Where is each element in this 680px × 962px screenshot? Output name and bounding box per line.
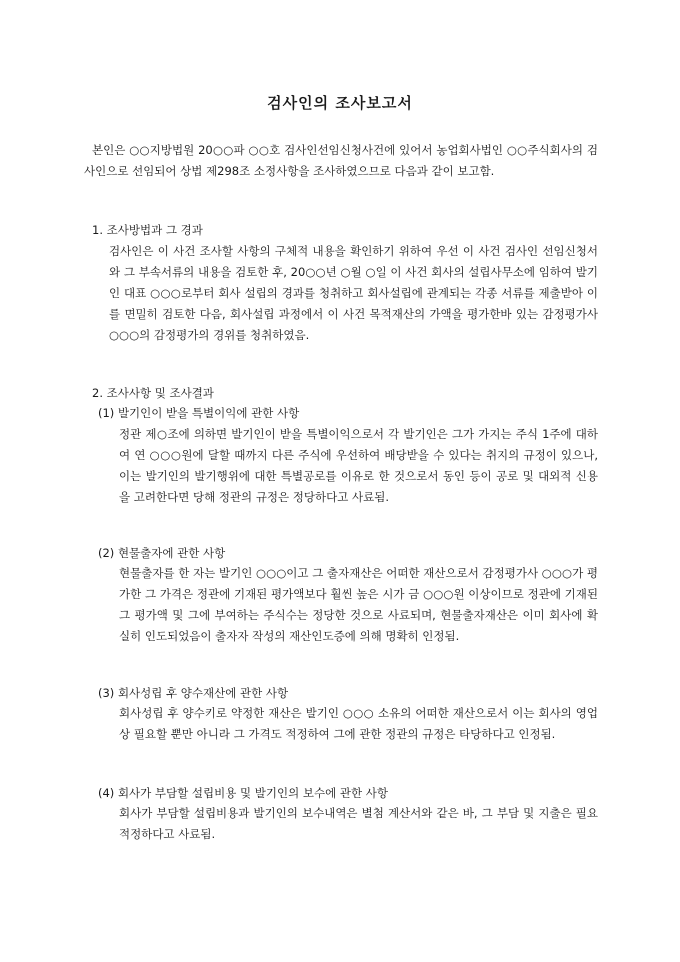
subsection-4-body: 회사가 부담할 설립비용과 발기인의 보수내역은 별첨 계산서와 같은 바, 그 부담 및 지출은 필요 적정하다고 사료됨. [119, 806, 598, 841]
section-2-heading: 2. 조사사항 및 조사결과 [92, 386, 214, 400]
subsection-1-body: 정관 제○조에 의하면 발기인이 받을 특별이익으로서 각 발기인은 그가 가지는 주식 1주에 대하여 연 ○○○원에 달할 때까지 다른 주식에 우선하여 배당받을 수 있다는 취지의 규정이 있으나, 이는 발기인의 발기행위에 대한 특별공로를 이유로 한 것으로서 동인 등이 공로 및 대외적 신용을 고려한다면 당해 정관의 규정은 정당하다고 사료됨. [119, 427, 598, 504]
section-1-body: 검사인은 이 사건 조사할 사항의 구체적 내용을 확인하기 위하여 우선 이 사건 검사인 선임신청서와 그 부속서류의 내용을 검토한 후, 20○○년 ○월 ○일 이 사건 회사의 설립사무소에 임하여 발기인 대표 ○○○로부터 회사 설립의 경과를 청취하고 회사설립에 관계되는 각종 서류를 제출받아 이를 면밀히 검토한 다음, 회사설립 과정에서 이 사건 목적재산의 가액을 평가한바 있는 감정평가사 ○○○의 감정평가의 경위를 청취하였음. [109, 244, 598, 342]
subsection-3-heading: (3) 회사성립 후 양수재산에 관한 사항 [98, 686, 289, 700]
subsection-4-heading: (4) 회사가 부담할 설립비용 및 발기인의 보수에 관한 사항 [98, 786, 388, 800]
subsection-2-heading: (2) 현물출자에 관한 사항 [98, 546, 226, 560]
document-title: 검사인의 조사보고서 [267, 94, 413, 112]
section-1-heading: 1. 조사방법과 그 경과 [92, 223, 203, 237]
subsection-1-heading: (1) 발기인이 받을 특별이익에 관한 사항 [98, 406, 300, 420]
intro-paragraph: 본인은 ○○지방법원 20○○파 ○○호 검사인선임신청사건에 있어서 농업회사법인 ○○주식회사의 검사인으로 선임되어 상법 제298조 소정사항을 조사하였으므로 다음과 같이 보고함. [84, 143, 598, 178]
subsection-2-body: 현물출자를 한 자는 발기인 ○○○이고 그 출자재산은 어떠한 재산으로서 감정평가사 ○○○가 평가한 그 가격은 정관에 기재된 평가액보다 훨씬 높은 시가 금 ○○○원 이상이므로 정관에 기재된 그 평가액 및 그에 부여하는 주식수는 정당한 것으로 사료되며, 현물출자재산은 이미 회사에 확실히 인도되었음이 출자자 작성의 재산인도증에 의해 명확히 인정됨. [119, 566, 598, 643]
subsection-3-body: 회사성립 후 양수키로 약정한 재산은 발기인 ○○○ 소유의 어떠한 재산으로서 이는 회사의 영업상 필요할 뿐만 아니라 그 가격도 적정하여 그에 관한 정관의 규정은 타당하다고 인정됨. [119, 706, 598, 741]
